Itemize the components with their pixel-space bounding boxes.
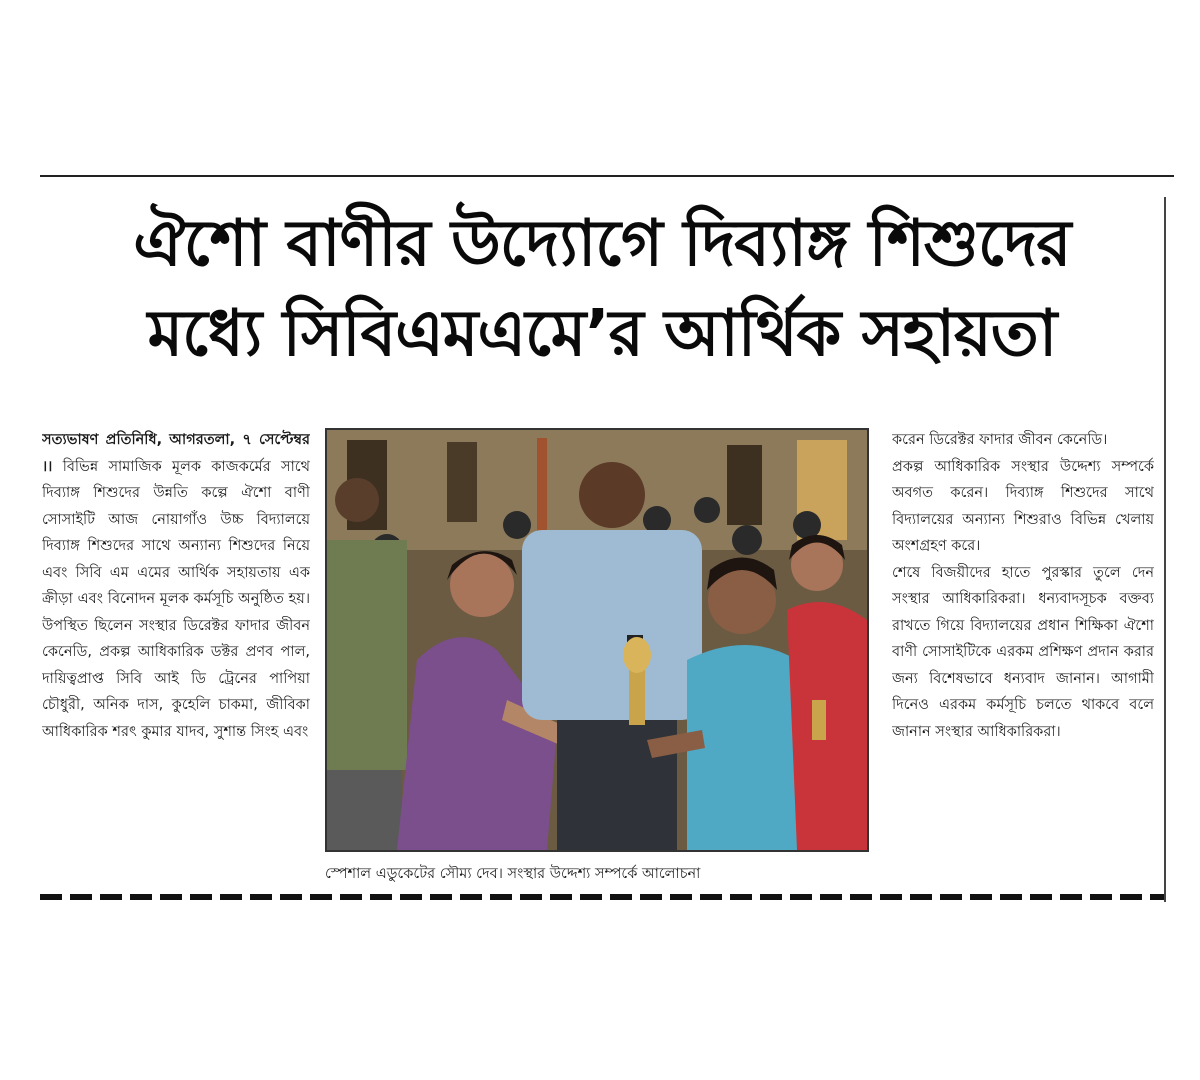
article-photo (325, 428, 869, 852)
top-rule (40, 175, 1174, 177)
bottom-dashed-rule (40, 894, 1164, 900)
right-column-rule (1164, 197, 1166, 902)
article-left-text: বিভিন্ন সামাজিক মূলক কাজকর্মের সাথে দিব্যাঙ্গ শিশুদের উন্নতি কল্পে ঐশো বাণী সোসাইটি আজ নোয়াগাঁও উচ্চ বিদ্যালয়ে দিব্যাঙ্গ শিশুদের সাথে অন্যান্য শিশুদের নিয়ে এবং সিবি এম এমের আর্থিক সহায়তায় এক ক্রীড়া এবং বিনোদন মূলক কর্মসূচি অনুষ্ঠিত হয়। উপস্থিত ছিলেন সংস্থার ডিরেক্টর ফাদার জীবন কেনেডি, প্রকল্প আধিকারিক ডক্টর প্রণব পাল, দায়িত্বপ্রাপ্ত সিবি আই ডি ট্রেনের পাপিয়া চৌধুরী, অনিক দাস, কুহেলি চাকমা, জীবিকা আধিকারিক শরৎ কুমার যাদব, সুশান্ত সিংহ এবং (42, 458, 310, 740)
photo-caption: স্পেশাল এডুকেটের সৌম্য দেব। সংস্থার উদ্দেশ্য সম্পর্কে আলোচনা (325, 866, 701, 882)
headline-line-2: মধ্যে সিবিএমএমে’র আর্থিক সহায়তা (147, 297, 1057, 371)
article-left-column (42, 427, 310, 897)
article-right-column (892, 427, 1154, 897)
newspaper-clipping (40, 175, 1174, 910)
article-right-paragraph: প্রকল্প আধিকারিক সংস্থার উদ্দেশ্য সম্পর্কে অবগত করেন। দিব্যাঙ্গ শিশুদের সাথে বিদ্যালয়ের অন্যান্য শিশুরাও বিভিন্ন খেলায় অংশগ্রহণ করে। (892, 458, 1154, 554)
article-right-paragraph: শেষে বিজয়ীদের হাতে পুরস্কার তুলে দেন সংস্থার আধিকারিকরা। ধন্যবাদসূচক বক্তব্য রাখতে গিয়ে বিদ্যালয়ের প্রধান শিক্ষিকা ঐশো বাণী সোসাইটিকে এরকম প্রশিক্ষণ প্রদান করার জন্য বিশেষভাবে ধন্যবাদ জানান। আগামী দিনেও এরকম কর্মসূচি চলতে থাকবে বলে জানান সংস্থার আধিকারিকরা। (892, 564, 1154, 740)
headline-line-1: ঐশো বাণীর উদ্যোগে দিব্যাঙ্গ শিশুদের (133, 207, 1071, 281)
article-dateline: সত্যভাষণ প্রতিনিধি, আগরতলা, ৭ সেপ্টেম্বর ।। (42, 432, 310, 475)
article-right-paragraph: করেন ডিরেক্টর ফাদার জীবন কেনেডি। (892, 432, 1108, 448)
